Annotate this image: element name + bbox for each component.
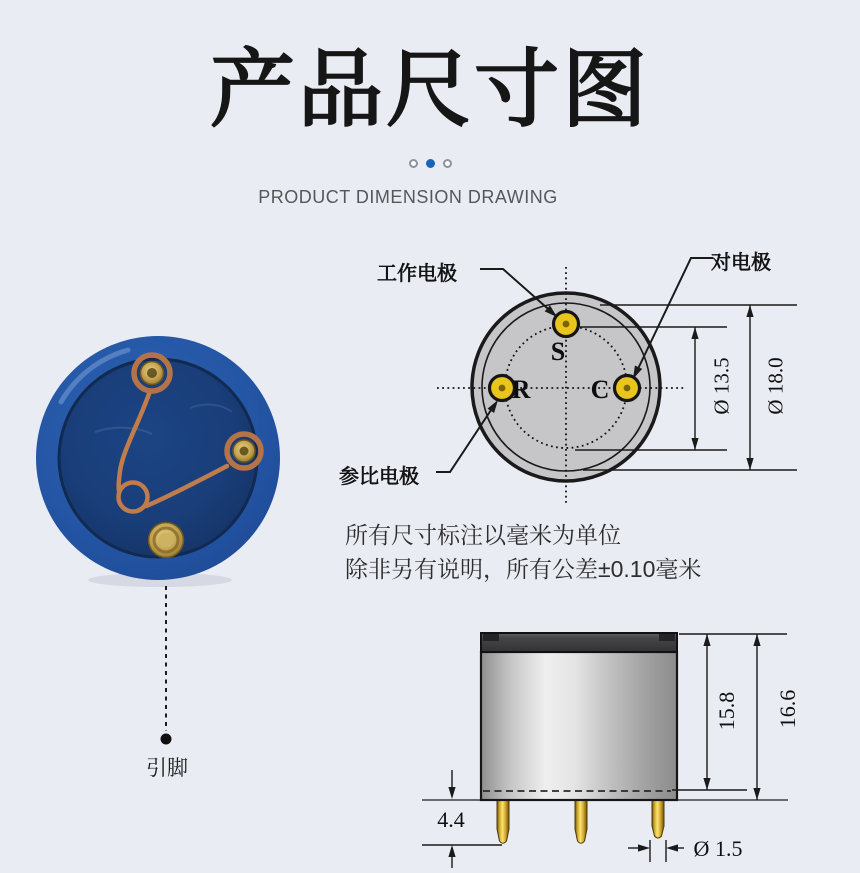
- arrowhead: [448, 787, 455, 799]
- arrowhead: [703, 778, 710, 790]
- arrowhead: [703, 634, 710, 646]
- pad-label-s: S: [550, 337, 566, 366]
- pin-center: [159, 533, 174, 548]
- sensor-body: [481, 652, 677, 800]
- note-line-1: 所有尺寸标注以毫米为单位: [345, 522, 621, 548]
- arrowhead: [746, 458, 753, 470]
- sensor-photo: [36, 336, 280, 745]
- label-pins: 引脚: [146, 757, 188, 780]
- label-working-electrode: 工作电极: [377, 263, 457, 285]
- label-reference-electrode: 参比电极: [339, 466, 419, 488]
- electrode-r-center: [499, 385, 506, 392]
- dim-outer-diameter: Ø 18.0: [763, 357, 788, 415]
- arrowhead: [448, 845, 455, 857]
- dim-can-height: 15.8: [714, 691, 739, 731]
- side-pin-1: [497, 800, 509, 843]
- arrowhead: [753, 788, 760, 800]
- label-counter-electrode: 对电极: [711, 252, 771, 274]
- electrode-s-center: [563, 321, 570, 328]
- cap-tab: [483, 634, 499, 641]
- pad-label-r: R: [511, 375, 531, 404]
- dim-total-height: 16.6: [775, 689, 800, 729]
- page-title: 产品尺寸图: [209, 43, 650, 138]
- arrowhead: [666, 844, 678, 851]
- dim-pitch-diameter: Ø 13.5: [709, 357, 734, 415]
- cap-tab: [659, 634, 675, 641]
- side-pin-3: [652, 800, 664, 838]
- top-view-drawing: [436, 258, 797, 505]
- electrode-c-center: [624, 385, 631, 392]
- arrowhead: [691, 327, 698, 339]
- side-pin-2: [575, 800, 587, 843]
- arrowhead: [691, 438, 698, 450]
- tolerance-notes: [345, 518, 701, 586]
- arrowhead: [746, 305, 753, 317]
- page-subtitle: PRODUCT DIMENSION DRAWING: [258, 187, 558, 207]
- pin-center: [147, 368, 157, 378]
- pin-leader-dot: [161, 734, 172, 745]
- note-line-2: 除非另有说明，所有公差±0.10毫米: [345, 556, 702, 582]
- dim-pin-length: 4.4: [437, 807, 465, 832]
- dim-pin-diameter: Ø 1.5: [693, 836, 743, 861]
- pad-label-c: C: [590, 375, 610, 404]
- pin-center: [240, 447, 249, 456]
- sensor-cap: [481, 633, 677, 652]
- side-view-drawing: [422, 633, 788, 868]
- arrowhead: [753, 634, 760, 646]
- arrowhead: [638, 844, 650, 851]
